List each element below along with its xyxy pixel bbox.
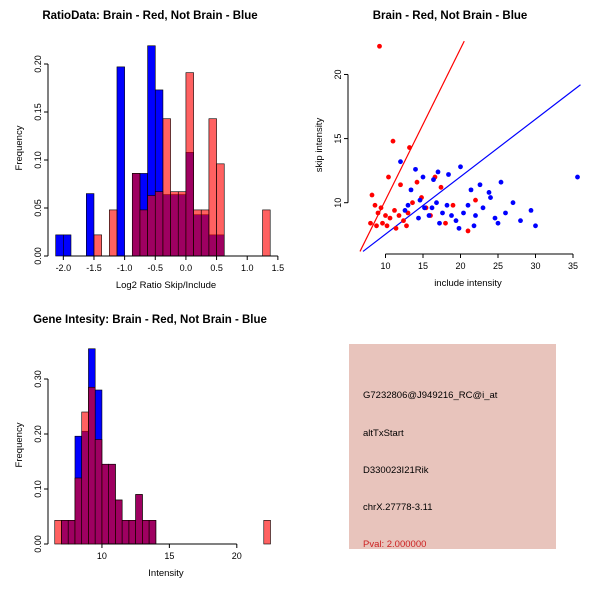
svg-text:0.15: 0.15 bbox=[33, 103, 43, 121]
svg-text:Frequency: Frequency bbox=[14, 422, 25, 468]
svg-text:10: 10 bbox=[96, 551, 107, 561]
svg-text:35: 35 bbox=[567, 261, 579, 271]
svg-text:0.10: 0.10 bbox=[33, 480, 43, 498]
panel-ratio-histogram bbox=[0, 0, 300, 300]
info-line-event-type: altTxStart bbox=[363, 428, 404, 439]
svg-text:25: 25 bbox=[492, 261, 504, 271]
svg-text:include intensity: include intensity bbox=[434, 278, 502, 289]
info-line-probe-id: G7232806@J949216_RC@i_at bbox=[363, 390, 498, 401]
svg-text:20: 20 bbox=[333, 69, 343, 80]
svg-text:15: 15 bbox=[417, 261, 429, 271]
panel-gene-histogram bbox=[0, 300, 300, 600]
ratio-histogram-plot bbox=[0, 0, 300, 300]
svg-text:0.20: 0.20 bbox=[33, 55, 43, 73]
svg-text:-2.0: -2.0 bbox=[55, 263, 72, 273]
svg-text:10: 10 bbox=[333, 197, 343, 208]
svg-text:Frequency: Frequency bbox=[14, 125, 25, 171]
svg-text:0.20: 0.20 bbox=[33, 425, 43, 443]
scatter-title: Brain - Red, Not Brain - Blue bbox=[372, 10, 528, 22]
svg-text:20: 20 bbox=[231, 551, 242, 561]
svg-text:-1.0: -1.0 bbox=[116, 263, 133, 273]
svg-text:30: 30 bbox=[530, 261, 541, 271]
svg-text:15: 15 bbox=[333, 133, 343, 144]
svg-text:Log2 Ratio Skip/Include: Log2 Ratio Skip/Include bbox=[115, 280, 217, 291]
ratio-histogram-title: RatioData: Brain - Red, Not Brain - Blue bbox=[42, 10, 258, 22]
gene-histogram-title: Gene Intesity: Brain - Red, Not Brain - Blue bbox=[33, 314, 267, 326]
svg-text:1.0: 1.0 bbox=[240, 263, 254, 273]
svg-text:0.10: 0.10 bbox=[33, 151, 43, 169]
svg-text:Intensity: Intensity bbox=[148, 568, 184, 579]
info-line-locus: chrX.27778-3.11 bbox=[363, 502, 433, 513]
scatter-plot bbox=[300, 0, 600, 300]
svg-text:0.30: 0.30 bbox=[33, 370, 43, 388]
svg-text:-1.5: -1.5 bbox=[86, 263, 102, 273]
svg-text:20: 20 bbox=[455, 261, 466, 271]
info-line-pval: Pval: 2.000000 bbox=[363, 539, 427, 550]
gene-histogram-plot bbox=[0, 300, 300, 600]
svg-text:15: 15 bbox=[164, 551, 175, 561]
panel-scatter bbox=[300, 0, 600, 300]
svg-text:0.5: 0.5 bbox=[210, 263, 223, 273]
svg-text:0.00: 0.00 bbox=[33, 247, 43, 265]
svg-text:0.0: 0.0 bbox=[179, 263, 193, 273]
svg-text:0.05: 0.05 bbox=[33, 199, 43, 217]
probe-info-box bbox=[349, 344, 556, 549]
svg-text:10: 10 bbox=[380, 261, 391, 271]
svg-text:-0.5: -0.5 bbox=[147, 263, 164, 273]
svg-text:0.00: 0.00 bbox=[33, 535, 43, 553]
info-line-gene-symbol: D330023I21Rik bbox=[363, 465, 429, 476]
svg-text:1.5: 1.5 bbox=[271, 263, 285, 273]
svg-text:skip intensity: skip intensity bbox=[314, 117, 325, 173]
